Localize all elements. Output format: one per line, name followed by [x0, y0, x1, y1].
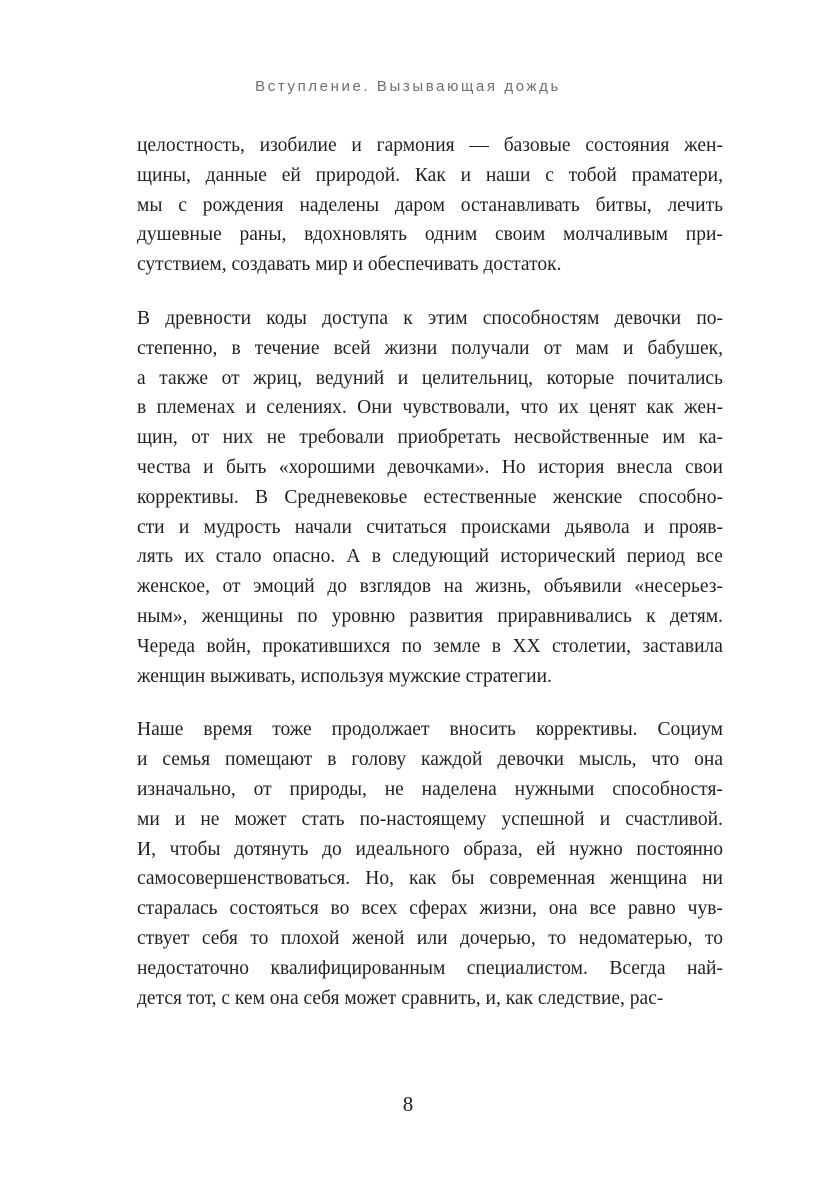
text-line: Череда войн, прокатившихся по земле в XX столетии, заставила — [137, 635, 723, 657]
text-line: женщин выживать, используя мужские стратегии. — [137, 665, 552, 687]
text-line: степенно, в течение всей жизни получали от мам и бабушек, — [137, 337, 723, 359]
text-line: женское, от эмоций до взглядов на жизнь, объявили «несерьез- — [137, 576, 723, 598]
text-line: лять их стало опасно. А в следующий исторический период все — [137, 546, 723, 568]
text-line: Наше время тоже продолжает вносить коррективы. Социум — [137, 719, 723, 741]
text-line: и семья помещают в голову каждой девочки мысль, что она — [137, 749, 723, 771]
body-text-block — [137, 131, 723, 1013]
text-line: И, чтобы дотянуть до идеального образа, ей нужно постоянно — [137, 838, 723, 860]
text-line: изначально, от природы, не наделена нужными способностя- — [137, 778, 723, 800]
text-line: щин, от них не требовали приобретать несвойственные им ка- — [137, 427, 723, 449]
text-line: ствует себя то плохой женой или дочерью, то недоматерью, то — [137, 927, 723, 949]
text-line: ным», женщины по уровню развития приравнивались к детям. — [137, 605, 723, 627]
text-line: В древности коды доступа к этим способностям девочки по- — [137, 307, 723, 329]
text-line: недостаточно квалифицированным специалистом. Всегда най- — [137, 957, 723, 979]
paragraph — [137, 715, 723, 1013]
text-line: сти и мудрость начали считаться происками дьявола и прояв- — [137, 516, 723, 538]
text-line: сутствием, создавать мир и обеспечивать достаток. — [137, 254, 562, 276]
text-line: чества и быть «хорошими девочками». Но история внесла свои — [137, 456, 723, 478]
text-line: коррективы. В Средневековье естественные женские способно- — [137, 486, 723, 508]
paragraph — [137, 131, 723, 280]
text-line: ми и не может стать по-настоящему успешной и счастливой. — [137, 808, 723, 830]
text-line: самосовершенствоваться. Но, как бы современная женщина ни — [137, 868, 723, 890]
text-line: целостность, изобилие и гармония — базовые состояния жен- — [137, 135, 723, 156]
page-number: 8 — [402, 1092, 414, 1116]
paragraph — [137, 304, 723, 691]
text-line: мы с рождения наделены даром останавливать битвы, лечить — [137, 194, 723, 216]
text-line: старалась состояться во всех сферах жизни, она все равно чув- — [137, 898, 723, 920]
text-line: щины, данные ей природой. Как и наши с тобой праматери, — [137, 164, 723, 186]
running-header: Вступление. Вызывающая дождь — [255, 78, 561, 95]
text-line: в племенах и селениях. Они чувствовали, что их ценят как жен- — [137, 397, 723, 419]
text-line: дется тот, с кем она себя может сравнить, и, как следствие, рас- — [137, 987, 664, 1009]
text-line: душевные раны, вдохновлять одним своим молчаливым при- — [137, 224, 723, 246]
text-line: а также от жриц, ведуний и целительниц, которые почитались — [137, 367, 723, 389]
